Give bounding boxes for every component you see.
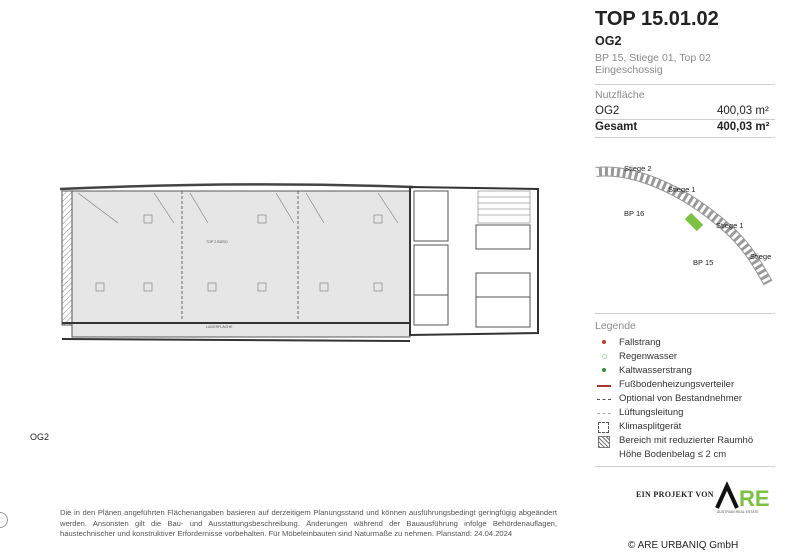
disclaimer-text: Die in den Plänen angeführten Flächenangaben basieren auf derzeitigem Planungsstand und können ausführungsbedingt geringfügig abgeändert werden. Ansonsten gilt die Bau- und Ausstattungsbeschreibung. Änderungen während der Bauausführung infolge Behördenauflagen, haustechnischer und konstruktiver Erfordernisse vorbehalten. Für Möbeleinbauten sind Naturmaße zu nehmen. Planstand: 24.04.2024	[60, 508, 557, 538]
green-dot-icon	[597, 366, 613, 376]
legend-item	[597, 351, 677, 362]
area-row-label: Gesamt	[595, 121, 638, 133]
area-row-value: 400,03 m²	[717, 121, 770, 133]
legend-label: Regenwasser	[619, 351, 678, 362]
legend-label: Höhe Bodenbelag ≤ 2 cm	[619, 449, 727, 460]
highlighted-unit	[688, 216, 700, 228]
logo-letters: RE	[739, 486, 770, 511]
legend-label: Kaltwasserstrang	[619, 365, 692, 376]
legend-item	[597, 379, 734, 390]
site-label-stiege: Stiege	[750, 252, 772, 261]
site-label-stiege1b: Stiege 1	[716, 221, 744, 230]
are-logo	[715, 480, 775, 514]
legend-label: Lüftungsleitung	[619, 407, 684, 418]
legend-item	[597, 421, 681, 432]
staircase	[478, 191, 530, 223]
project-by-text: EIN PROJEKT VON	[636, 490, 714, 499]
area-row-label: OG2	[595, 105, 620, 117]
legend-item	[597, 435, 753, 446]
left-wall	[62, 191, 72, 325]
divider	[595, 137, 775, 138]
top-wall	[60, 184, 413, 189]
north-arrow-icon	[0, 512, 8, 528]
legend-label: Optional von Bestandnehmer	[619, 393, 743, 404]
divider	[595, 466, 775, 467]
unit-address: BP 15, Stiege 01, Top 02	[595, 52, 711, 64]
area-row-total	[595, 121, 785, 133]
light-dashed-line-icon	[597, 408, 613, 418]
legend-label: Fallstrang	[619, 337, 661, 348]
floor-plan-label: OG2	[30, 432, 50, 442]
room-label-office: TOP 2 BÜRO	[206, 240, 228, 244]
legend-label: Fußbodenheizungsverteiler	[619, 379, 735, 390]
copyright-text: © ARE URBANIQ GmbH	[628, 540, 739, 551]
site-label-stiege2: Stiege 2	[624, 164, 652, 173]
site-label-bp16: BP 16	[624, 209, 645, 218]
legend-item	[597, 337, 661, 348]
floor-name: OG2	[595, 34, 622, 48]
unit-type: Eingeschossig	[595, 64, 663, 76]
legend-item	[597, 449, 726, 460]
site-label-bp15: BP 15	[693, 258, 714, 267]
legend-heading: Legende	[595, 320, 636, 332]
red-dot-icon	[597, 338, 613, 348]
hatch-icon	[597, 436, 613, 446]
dashed-line-icon	[597, 394, 613, 404]
site-label-stiege1: Stiege 1	[668, 185, 696, 194]
red-line-icon	[597, 380, 613, 390]
floor-plan	[58, 183, 536, 357]
legend-item	[597, 407, 683, 418]
logo-a-shape	[717, 486, 737, 508]
logo-subtitle: AUSTRIAN REAL ESTATE	[717, 510, 759, 514]
office-area	[72, 191, 410, 323]
unit-title: TOP 15.01.02	[595, 8, 719, 30]
area-row-value: 400,03 m²	[717, 105, 769, 117]
legend-item	[597, 393, 742, 404]
legend-label: Klimasplitgerät	[619, 421, 682, 432]
light-dot-icon	[597, 352, 613, 362]
area-heading: Nutzfläche	[595, 89, 645, 101]
divider	[595, 84, 775, 85]
bottom-wall	[62, 339, 410, 341]
legend-label: Bereich mit reduzierter Raumhö	[619, 435, 754, 446]
divider	[595, 119, 775, 120]
storage-area	[72, 323, 410, 337]
area-row-og2	[595, 105, 785, 117]
divider	[595, 313, 775, 314]
legend-item	[597, 365, 692, 376]
room-label-storage: LAGERFLÄCHE	[206, 325, 233, 329]
dashed-box-icon	[597, 422, 613, 432]
